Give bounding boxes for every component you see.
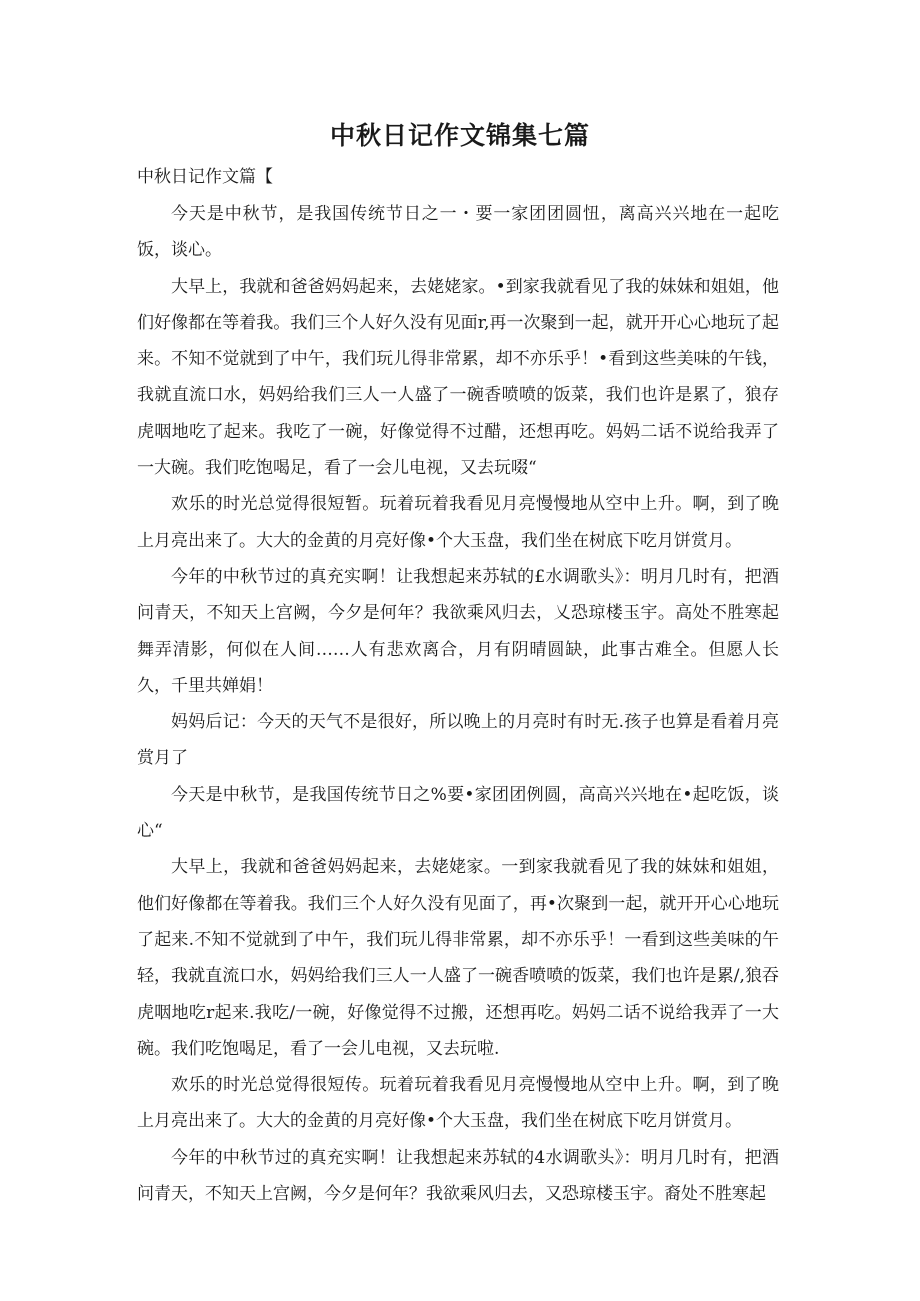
- document-body: [137, 196, 779, 1212]
- paragraph: 欢乐的时光总觉得很短传。玩着玩着我看见月亮慢慢地从空中上升。啊，到了晚上月亮出来了。大大的金黄的月亮好像•个大玉盘，我们坐在树底下吃月饼赏月。: [137, 1075, 779, 1132]
- paragraph: 今天是中秋节，是我国传统节日之一・要一家团团圆忸，离高兴兴地在一起吃饭，谈心。: [137, 204, 779, 261]
- paragraph: 妈妈后记：今天的天气不是很好，所以晚上的月亮时有时无.孩子也算是看着月亮赏月了: [137, 712, 779, 769]
- document-title: 中秋日记作文锦集七篇: [329, 121, 590, 150]
- paragraph: 欢乐的时光总觉得很短暂。玩着玩着我看见月亮慢慢地从空中上升。啊，到了晚上月亮出来了。大大的金黄的月亮好像•个大玉盘，我们坐在树底下吃月饼赏月。: [137, 494, 779, 551]
- paragraph: 大早上，我就和爸爸妈妈起来，去姥姥家。•到家我就看见了我的妹妹和姐姐，他们好像都在等着我。我们三个人好久没有见面r,再一次聚到一起，就开开心心地玩了起来。不知不觉就到了中午，我们玩儿得非常累，却不亦乐乎！•看到这些美味的午钱，我就直流口水，妈妈给我们三人一人盛了一碗香喷喷的饭菜，我们也许是累了，狼存虎咽地吃了起来。我吃了一碗，好像觉得不过醋，还想再吃。妈妈二话不说给我弄了一大碗。我们吃饱喝足，看了一会儿电视，又去玩啜“: [137, 276, 779, 479]
- paragraph: 大早上，我就和爸爸妈妈起来，去姥姥家。一到家我就看见了我的妹妹和姐姐，他们好像都在等着我。我们三个人好久没有见面了，再•次聚到一起，就开开心心地玩了起来.不知不觉就到了中午，我们玩儿得非常累，却不亦乐乎！一看到这些美味的午轻，我就直流口水，妈妈给我们三人一人盛了一碗香喷喷的饭菜，我们也许是累/,狼吞虎咽地吃r起来.我吃/一碗，好像觉得不过搬，还想再吃。妈妈二话不说给我弄了一大碗。我们吃饱喝足，看了一会儿电视，又去玩啦.: [137, 857, 779, 1059]
- paragraph: 今年的中秋节过的真充实啊！让我想起来苏轼的4水调歌头》：明月几时有，把酒问青天，不知天上宫阙，今夕是何年？我欲乘风归去，又恐琼楼玉宇。裔处不胜寒起: [137, 1147, 779, 1205]
- paragraph: 今年的中秋节过的真充实啊！让我想起来苏轼的£水调歌头》：明月几时有，把酒问青天，不知天上宫阙，今夕是何年？我欲乘风归去，乂恐琼楼玉宇。高处不胜寒起舞弄清影，何似在人间……人有悲欢离合，月有阴晴圆缺，此事古难全。但愿人长久，千里共婵娟！: [137, 566, 779, 696]
- section-heading: 中秋日记作文篇【: [137, 167, 273, 187]
- paragraph: 今天是中秋节，是我国传统节日之%要•家团团例圆，高高兴兴地在•起吃饭，谈心“: [137, 784, 779, 842]
